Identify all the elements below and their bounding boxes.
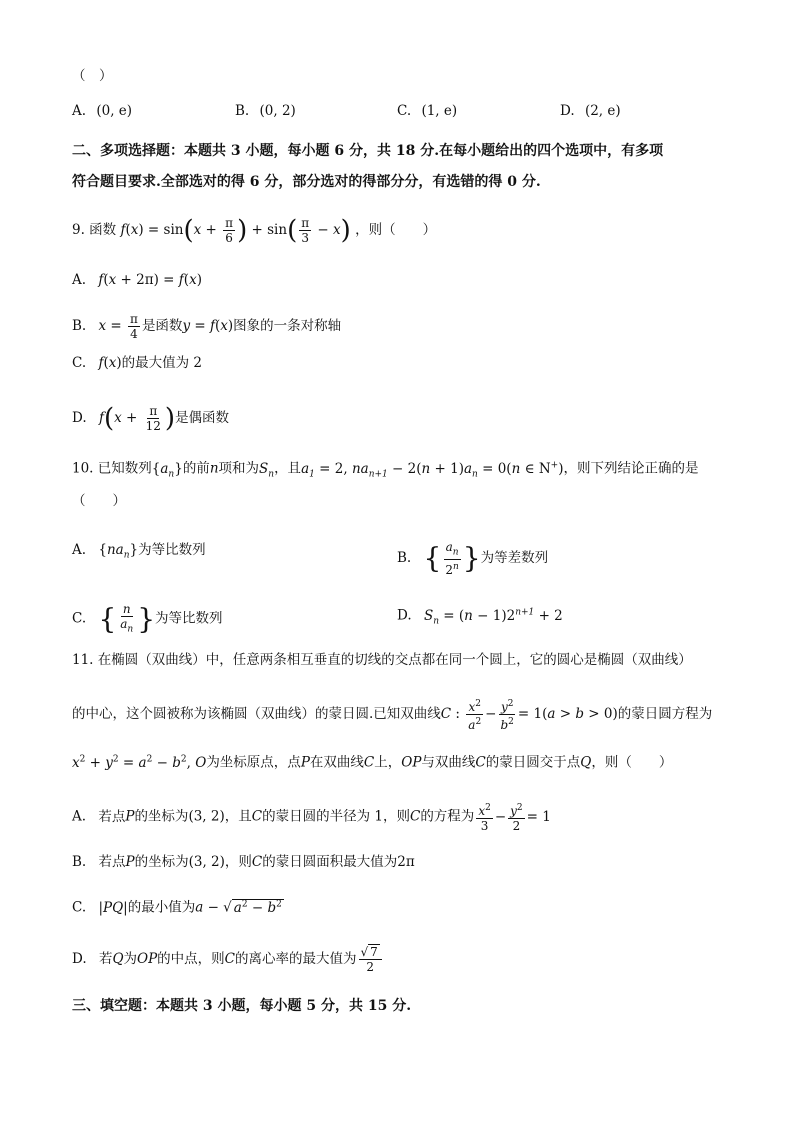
q11-c-text: 的最小值为 <box>127 899 196 916</box>
q10-mid1: 的前 <box>182 460 210 477</box>
q11-a-text3: ，且 <box>224 808 252 825</box>
q9-b-formula-2: y = f(x) <box>182 318 234 334</box>
q11-p: P <box>300 754 310 771</box>
q9-option-a <box>72 270 202 290</box>
q9-c-formula: f(x) <box>98 355 122 371</box>
q11-line3-e: 的蒙日圆交于点 <box>485 754 581 771</box>
q10-b-formula: { $\frac{a_n}{2^n}$ } <box>423 540 481 578</box>
question-11-stem-line-3 <box>72 749 672 773</box>
q8-option-d <box>560 101 621 121</box>
q11-b-text4: 的蒙日圆面积最大值为 <box>262 854 398 870</box>
q11-a-p: P <box>125 808 135 825</box>
q10-suffix: ，则下列结论正确的是 <box>563 460 699 477</box>
q8-option-b <box>235 101 296 121</box>
option-label: A. <box>72 808 87 825</box>
q11-d-text4: 的离心率的最大值为 <box>235 951 357 967</box>
option-label: B. <box>235 103 250 119</box>
option-label: B. <box>397 550 412 567</box>
question-8-answer-paren: （ ） <box>72 68 113 84</box>
question-10-answer-paren: （ ） <box>72 493 126 509</box>
q9-option-c <box>72 353 202 373</box>
q11-op: OP <box>401 754 422 771</box>
section-3-heading: 三、填空题：本题共 3 小题，每小题 5 分，共 15 分. <box>72 998 412 1014</box>
q11-line3-f: ，则（ ） <box>591 754 673 771</box>
option-label: A. <box>72 103 87 119</box>
q10-a-formula: $\{na_n\}$ <box>98 542 139 561</box>
q10-option-b <box>397 540 548 577</box>
q9-b-formula: x = $\frac{\pi}{4}$ <box>98 312 138 341</box>
option-label: B. <box>72 318 87 334</box>
option-value: (0, e) <box>96 103 133 119</box>
q11-c: C <box>363 754 375 771</box>
q11-line3-a: 为坐标原点，点 <box>206 754 301 771</box>
question-11-stem-line-2 <box>72 697 712 732</box>
q9-option-b <box>72 312 341 341</box>
q11-c-formula: |PQ| <box>98 899 128 916</box>
q11-circle-eq: $x^2 + y^2 = a^2 - b^2$, O <box>72 754 207 771</box>
q11-a-text2: 的坐标为 <box>134 808 189 825</box>
q11-d-q: Q <box>112 951 124 967</box>
q10-c-text: 为等比数列 <box>155 610 223 627</box>
q11-option-b <box>72 852 415 872</box>
q10-c-formula: { $\frac{n}{a_n}$ } <box>98 602 156 636</box>
section-2-heading-line-1: 二、多项选择题：本题共 3 小题，每小题 6 分，共 18 分.在每小题给出的四个选项中，有多项 <box>72 143 664 159</box>
q11-b-value: 2π <box>397 854 415 870</box>
q11-option-a <box>72 801 551 833</box>
q10-seq: $\{a_n\}$ <box>151 460 183 480</box>
option-value: (1, e) <box>421 103 458 119</box>
q9-c-text: 的最大值为 2 <box>121 355 203 371</box>
q10-mid3: ，且 <box>274 460 302 477</box>
q11-option-d <box>72 945 384 974</box>
option-label: A. <box>72 542 87 558</box>
question-10-stem <box>72 455 699 484</box>
q11-d-text1: 若 <box>98 951 113 967</box>
q11-c2: C <box>475 754 486 771</box>
q10-option-c <box>72 602 223 636</box>
option-label: C. <box>72 610 87 627</box>
q9-formula: f(x) = sin(x + $\frac{\pi}{6}$ ) + sin( $\frac{\pi}{3}$ − x) <box>120 215 351 246</box>
option-label: D. <box>397 607 412 624</box>
option-value: (2, e) <box>584 103 621 119</box>
q11-a-formula: $\frac{x^2}{3}$ − $\frac{y^2}{2}$ = 1 <box>478 803 551 833</box>
q10-condition: $a_1 = 2$, $na_{n+1} - 2(n + 1)a_n = 0(n$ ∈ N+) <box>301 460 564 480</box>
q11-line2-a: 的中心，这个圆被称为该椭圆（双曲线）的蒙日圆.已知双曲线 <box>72 706 441 722</box>
q9-d-formula: f(x + $\frac{\pi}{12}$ ) <box>98 403 176 434</box>
q10-d-formula: $S_n = (n - 1)2^{n+1} + 2$ <box>423 607 563 627</box>
q11-b-text3: ，则 <box>224 854 252 870</box>
q9-prefix: 9. 函数 <box>72 222 117 238</box>
q11-d-c: C <box>224 951 236 967</box>
q11-d-op: OP <box>137 951 158 967</box>
option-label: D. <box>72 951 87 967</box>
q11-q: Q <box>580 754 592 771</box>
q11-d-text3: 的中点，则 <box>157 951 225 967</box>
q10-option-d <box>397 602 563 631</box>
q9-d-text: 是偶函数 <box>175 410 230 426</box>
q11-b-text1: 若点 <box>98 854 126 870</box>
q11-d-text2: 为 <box>123 951 138 967</box>
q11-line2-b: 的蒙日圆方程为 <box>617 706 713 722</box>
q11-a-c: C <box>251 808 263 825</box>
option-label: B. <box>72 854 87 870</box>
q11-line3-d: 与双曲线 <box>421 754 476 771</box>
q11-b-p: P <box>125 854 135 870</box>
q11-hyperbola: C : $\frac{x^2}{a^2}$ − $\frac{y^2}{b^2}$ = 1(a > b > 0) <box>440 699 618 732</box>
q8-option-c <box>397 101 457 121</box>
q11-a-text4: 的蒙日圆的半径为 1，则 <box>262 808 410 825</box>
option-value: (0, 2) <box>259 103 296 119</box>
q9-option-d <box>72 404 229 433</box>
q11-b-coord: (3, 2) <box>188 854 225 870</box>
q9-b-text: 是函数 <box>141 318 183 334</box>
q10-option-a <box>72 540 206 566</box>
q10-n: n <box>209 460 219 477</box>
question-9-stem <box>72 216 436 245</box>
q11-c-value: a − √ $a^2 - b^2$ <box>195 899 282 916</box>
q11-b-text2: 的坐标为 <box>134 854 189 870</box>
q11-a-coord: (3, 2) <box>188 808 225 825</box>
q9-b-text-2: 图象的一条对称轴 <box>233 318 342 334</box>
option-label: C. <box>397 103 412 119</box>
q11-b-c: C <box>251 854 263 870</box>
q9-a-formula: f(x + 2π) = f(x) <box>98 272 202 288</box>
section-2-heading-line-2: 符合题目要求.全部选对的得 6 分，部分选对的得部分分，有选错的得 0 分. <box>72 174 541 190</box>
option-label: D. <box>560 103 575 119</box>
option-label: C. <box>72 899 87 916</box>
q10-mid2: 项和为 <box>218 460 260 477</box>
q10-prefix: 10. 已知数列 <box>72 460 152 477</box>
q11-line3-c: 上， <box>374 754 402 771</box>
q11-option-c <box>72 894 284 918</box>
option-label: A. <box>72 272 87 288</box>
option-label: C. <box>72 355 87 371</box>
q10-sn: $S_n$ <box>259 460 275 480</box>
q10-a-text: 为等比数列 <box>138 542 206 558</box>
option-label: D. <box>72 410 87 426</box>
q10-b-text: 为等差数列 <box>480 550 549 567</box>
q11-d-value: $\frac{√ 7}{2}$ <box>357 951 384 967</box>
q11-a-text1: 若点 <box>98 808 126 825</box>
q11-line3-b: 在双曲线 <box>309 754 364 771</box>
q11-a-text5: 的方程为 <box>420 808 475 825</box>
q8-option-a <box>72 101 132 121</box>
q11-a-c2: C <box>409 808 421 825</box>
question-11-stem-line-1: 11. 在椭圆（双曲线）中，任意两条相互垂直的切线的交点都在同一个圆上，它的圆心是椭圆（双曲线） <box>72 652 692 668</box>
q9-suffix: ，则（ ） <box>355 222 437 238</box>
